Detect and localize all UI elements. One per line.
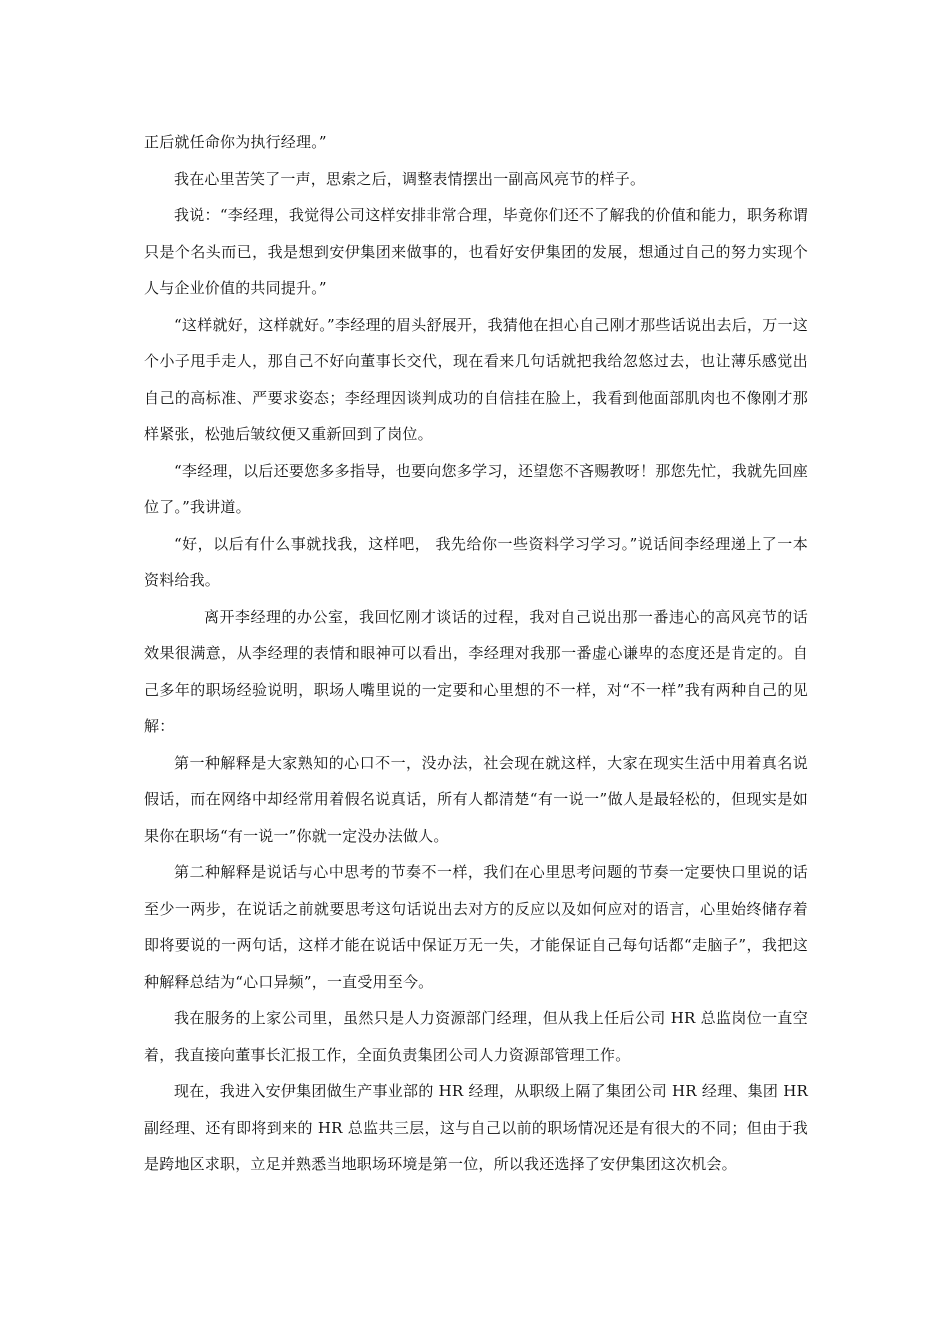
paragraph: 离开李经理的办公室，我回忆刚才谈话的过程，我对自己说出那一番违心的高风亮节的话效果很满意，从李经理的表情和眼神可以看出，李经理对我那一番虚心谦卑的态度还是肯定的。自己多年的职场经验说明，职场人嘴里说的一定要和心里想的不一样，对“不一样”我有两种自己的见解： [144, 607, 808, 735]
paragraph: 现在，我进入安伊集团做生产事业部的 HR 经理，从职级上隔了集团公司 HR 经理、集团 HR 副经理、还有即将到来的 HR 总监共三层，这与自己以前的职场情况还是有很大的不同；但由于我是跨地区求职，立足并熟悉当地职场环境是第一位，所以我还选择了安伊集团这次机会。 [144, 1082, 808, 1173]
document-body [144, 124, 808, 1183]
paragraph: “李经理，以后还要您多多指导，也要向您多学习，还望您不吝赐教呀！那您先忙，我就先回座位了。”我讲道。 [144, 461, 808, 516]
paragraph: 我在心里苦笑了一声，思索之后，调整表情摆出一副高风亮节的样子。 [174, 169, 646, 188]
paragraph: “这样就好，这样就好。”李经理的眉头舒展开，我猜他在担心自己刚才那些话说出去后，万一这个小子甩手走人，那自己不好向董事长交代，现在看来几句话就把我给忽悠过去，也让薄乐感觉出自己的高标准、严要求姿态；李经理因谈判成功的自信挂在脸上，我看到他面部肌肉也不像刚才那样紧张，松弛后皱纹便又重新回到了岗位。 [144, 315, 808, 443]
paragraph: 第二种解释是说话与心中思考的节奏不一样，我们在心里思考问题的节奏一定要快口里说的话至少一两步，在说话之前就要思考这句话说出去对方的反应以及如何应对的语言，心里始终储存着即将要说的一两句话，这样才能在说话中保证万无一失，才能保证自己每句话都“走脑子”，我把这种解释总结为“心口异频”，一直受用至今。 [144, 863, 808, 991]
paragraph: “好，以后有什么事就找我，这样吧， 我先给你一些资料学习学习。”说话间李经理递上了一本资料给我。 [144, 534, 808, 589]
paragraph: 我说：“李经理，我觉得公司这样安排非常合理，毕竟你们还不了解我的价值和能力，职务称谓只是个名头而已，我是想到安伊集团来做事的，也看好安伊集团的发展，想通过自己的努力实现个人与企业价值的共同提升。” [144, 206, 808, 297]
paragraph: 第一种解释是大家熟知的心口不一，没办法，社会现在就这样，大家在现实生活中用着真名说假话，而在网络中却经常用着假名说真话，所有人都清楚“有一说一”做人是最轻松的，但现实是如果你在职场“有一说一”你就一定没办法做人。 [144, 753, 808, 845]
paragraph: 正后就任命你为执行经理。” [144, 133, 327, 151]
paragraph: 我在服务的上家公司里，虽然只是人力资源部门经理，但从我上任后公司 HR 总监岗位一直空着，我直接向董事长汇报工作，全面负责集团公司人力资源部管理工作。 [144, 1009, 808, 1064]
